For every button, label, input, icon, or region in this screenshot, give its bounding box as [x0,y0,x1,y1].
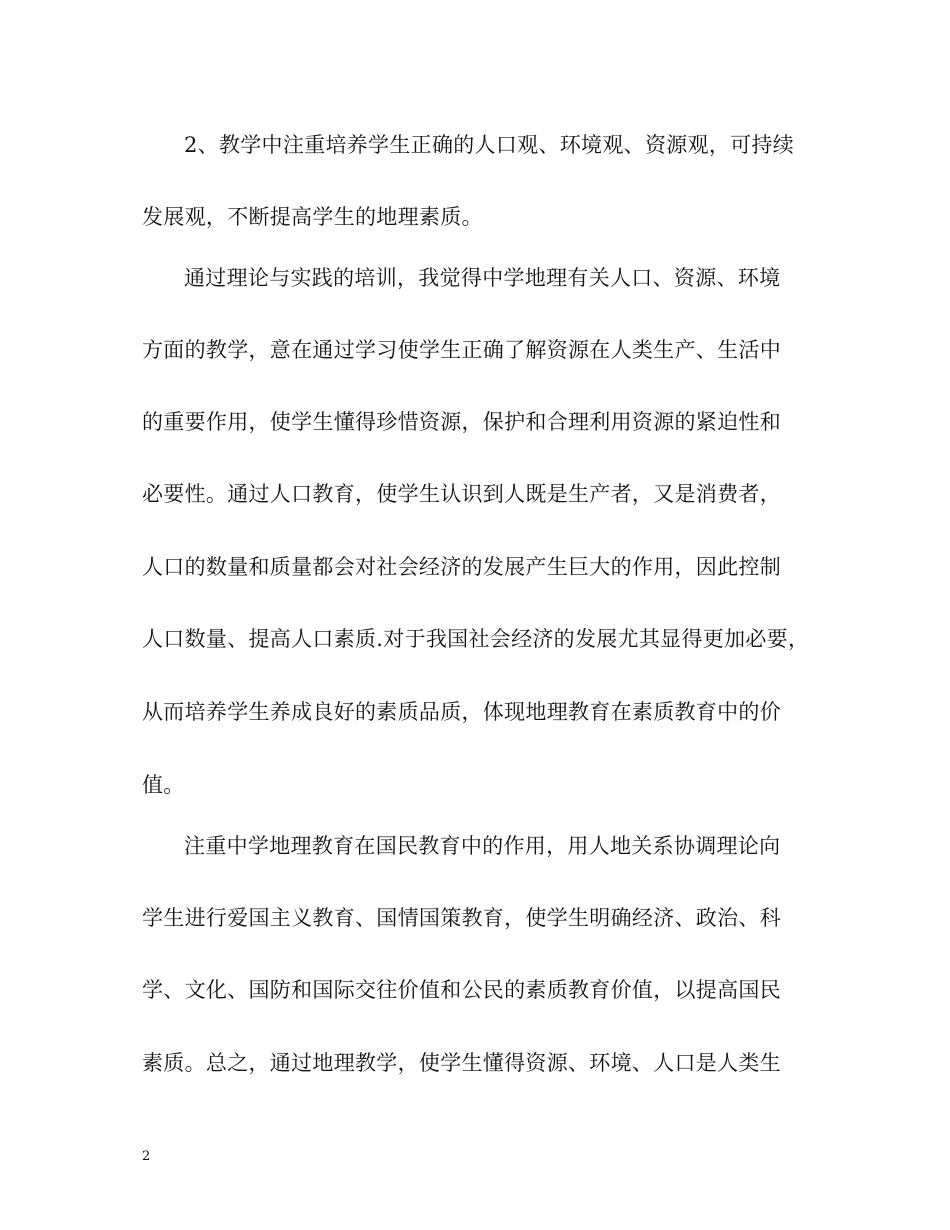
paragraph-line: 2、教学中注重培养学生正确的人口观、环境观、资源观，可持续 [184,133,795,157]
paragraph-line: 的重要作用，使学生懂得珍惜资源，保护和合理利用资源的紧迫性和 [142,410,781,434]
page-number: 2 [142,1149,151,1164]
paragraph-line: 必要性。通过人口教育，使学生认识到人既是生产者，又是消费者， [142,482,781,506]
paragraph-line: 发展观，不断提高学生的地理素质。 [142,205,483,229]
paragraph-line: 素质。总之，通过地理教学，使学生懂得资源、环境、人口是人类生 [142,1051,781,1075]
paragraph-line: 从而培养学生养成良好的素质品质，体现地理教育在素质教育中的价 [142,700,781,724]
paragraph-line: 学生进行爱国主义教育、国情国策教育，使学生明确经济、政治、科 [142,906,781,930]
paragraph-line: 学、文化、国防和国际交往价值和公民的素质教育价值，以提高国民 [142,978,781,1002]
paragraph-line: 人口数量、提高人口素质.对于我国社会经济的发展尤其显得更加必要， [142,627,810,651]
paragraph-line: 值。 [142,773,185,797]
paragraph-line: 人口的数量和质量都会对社会经济的发展产生巨大的作用，因此控制 [142,555,781,579]
paragraph-line: 通过理论与实践的培训，我觉得中学地理有关人口、资源、环境 [184,266,781,290]
paragraph-line: 注重中学地理教育在国民教育中的作用，用人地关系协调理论向 [184,834,781,858]
paragraph-line: 方面的教学，意在通过学习使学生正确了解资源在人类生产、生活中 [142,338,781,362]
